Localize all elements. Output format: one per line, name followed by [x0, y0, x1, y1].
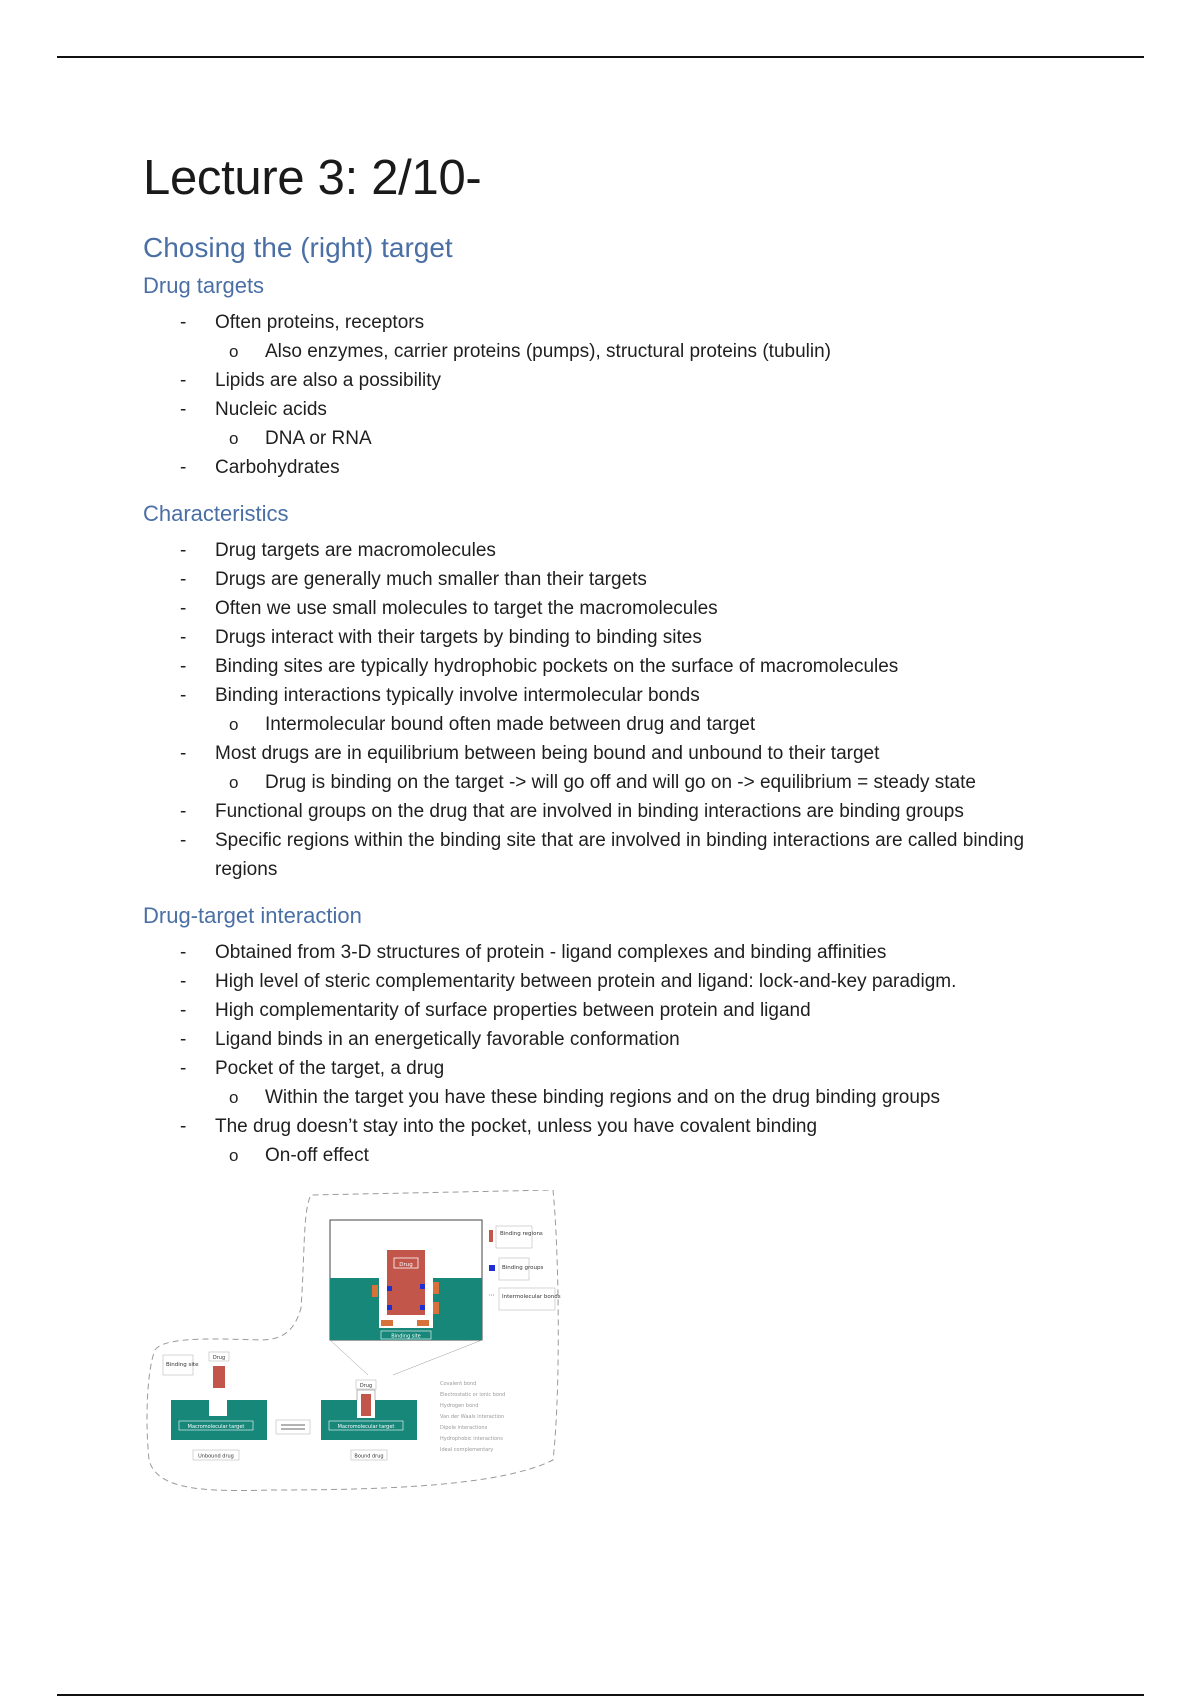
- legend-groups-swatch: [489, 1265, 495, 1271]
- binding-region: [433, 1302, 439, 1314]
- list-item: - Often proteins, receptors: [143, 308, 1043, 337]
- zoom-line: [393, 1340, 482, 1375]
- legend-regions-box: [496, 1226, 532, 1248]
- inset-site-label: Binding site: [391, 1333, 421, 1340]
- binding-group: [420, 1305, 425, 1310]
- top-rule: [57, 56, 1144, 58]
- interaction-item: Van der Waals interaction: [440, 1414, 505, 1420]
- list-item: - Binding sites are typically hydrophobic pockets on the surface of macromolecules: [143, 652, 1043, 681]
- binding-region: [372, 1285, 378, 1297]
- list-item: - High complementarity of surface properties between protein and ligand: [143, 996, 1043, 1025]
- interaction-item: Covalent bond: [440, 1381, 477, 1387]
- binding-site-label: Binding site: [166, 1362, 199, 1368]
- drug-targets-heading: Drug targets: [143, 273, 265, 298]
- legend-bonds-label: Intermolecular bonds: [502, 1294, 561, 1300]
- interaction-item: Hydrophobic interactions: [440, 1436, 503, 1442]
- legend-regions-label: Binding regions: [500, 1231, 543, 1237]
- list-item: - Specific regions within the binding site that are involved in binding interactions are called binding regions: [143, 826, 1043, 884]
- left-drug-label: Drug: [212, 1355, 226, 1361]
- left-pocket: [209, 1400, 227, 1416]
- binding-group: [420, 1284, 425, 1289]
- bound-drug-in-pocket: [361, 1398, 371, 1416]
- interaction-item: Hydrogen bond: [440, 1403, 479, 1409]
- legend-regions-swatch: [489, 1230, 493, 1242]
- interaction-item: Dipole interactions: [440, 1425, 488, 1431]
- binding-group: [387, 1286, 392, 1291]
- list-item: - Nucleic acids: [143, 395, 1043, 424]
- right-drug-label: Drug: [359, 1383, 373, 1389]
- list-item: - Carbohydrates: [143, 453, 1043, 482]
- interaction-list: [143, 938, 1043, 1170]
- interaction-item: Electrostatic or ionic bond: [440, 1392, 506, 1398]
- unbound-drug: [213, 1366, 225, 1388]
- left-target-label: Macromolecular target: [187, 1424, 245, 1430]
- list-item: - Lipids are also a possibility: [143, 366, 1043, 395]
- list-item: - The drug doesn’t stay into the pocket, unless you have covalent binding: [143, 1112, 1043, 1141]
- zoom-line: [330, 1340, 368, 1375]
- page-title: Lecture 3: 2/10-: [143, 151, 482, 205]
- list-item: - Binding interactions typically involve intermolecular bonds: [143, 681, 1043, 710]
- binding-diagram-svg: [143, 1190, 568, 1500]
- list-item: - Drug targets are macromolecules: [143, 536, 1043, 565]
- inset-drug: [387, 1250, 425, 1315]
- right-target-label: Macromolecular target: [337, 1424, 395, 1430]
- section-heading: Chosing the (right) target: [143, 232, 453, 263]
- list-item: o DNA or RNA: [143, 424, 1043, 453]
- list-item: - Ligand binds in an energetically favorable conformation: [143, 1025, 1043, 1054]
- list-item: o Within the target you have these binding regions and on the drug binding groups: [143, 1083, 1043, 1112]
- list-item: - Drugs are generally much smaller than their targets: [143, 565, 1043, 594]
- interaction-heading: Drug-target interaction: [143, 903, 362, 928]
- list-item: - Drugs interact with their targets by binding to binding sites: [143, 623, 1043, 652]
- list-item: - High level of steric complementarity between protein and ligand: lock-and-key paradigm.: [143, 967, 1043, 996]
- inset-drug-label: Drug: [399, 1262, 413, 1268]
- interaction-item: Ideal complementary: [440, 1447, 494, 1453]
- equilibrium-box: [276, 1420, 310, 1434]
- list-item: o Drug is binding on the target -> will go off and will go on -> equilibrium = steady state: [143, 768, 1043, 797]
- list-item: o On-off effect: [143, 1141, 1043, 1170]
- list-item: o Also enzymes, carrier proteins (pumps), structural proteins (tubulin): [143, 337, 1043, 366]
- bottom-rule: [57, 1694, 1144, 1696]
- bound-label: Bound drug: [354, 1453, 384, 1460]
- legend-groups-label: Binding groups: [502, 1265, 544, 1271]
- list-item: - Often we use small molecules to target the macromolecules: [143, 594, 1043, 623]
- binding-region: [417, 1320, 429, 1326]
- binding-diagram: [143, 1190, 568, 1500]
- list-item: - Functional groups on the drug that are involved in binding interactions are binding groups: [143, 797, 1043, 826]
- document-body: [143, 148, 1043, 1170]
- list-item: - Pocket of the target, a drug: [143, 1054, 1043, 1083]
- characteristics-list: [143, 536, 1043, 884]
- unbound-label: Unbound drug: [198, 1453, 234, 1460]
- list-item: o Intermolecular bound often made between drug and target: [143, 710, 1043, 739]
- binding-group: [387, 1305, 392, 1310]
- binding-region: [381, 1320, 393, 1326]
- list-item: - Most drugs are in equilibrium between being bound and unbound to their target: [143, 739, 1043, 768]
- drug-targets-list: [143, 308, 1043, 482]
- characteristics-heading: Characteristics: [143, 501, 289, 526]
- binding-region: [433, 1282, 439, 1294]
- list-item: - Obtained from 3-D structures of protein - ligand complexes and binding affinities: [143, 938, 1043, 967]
